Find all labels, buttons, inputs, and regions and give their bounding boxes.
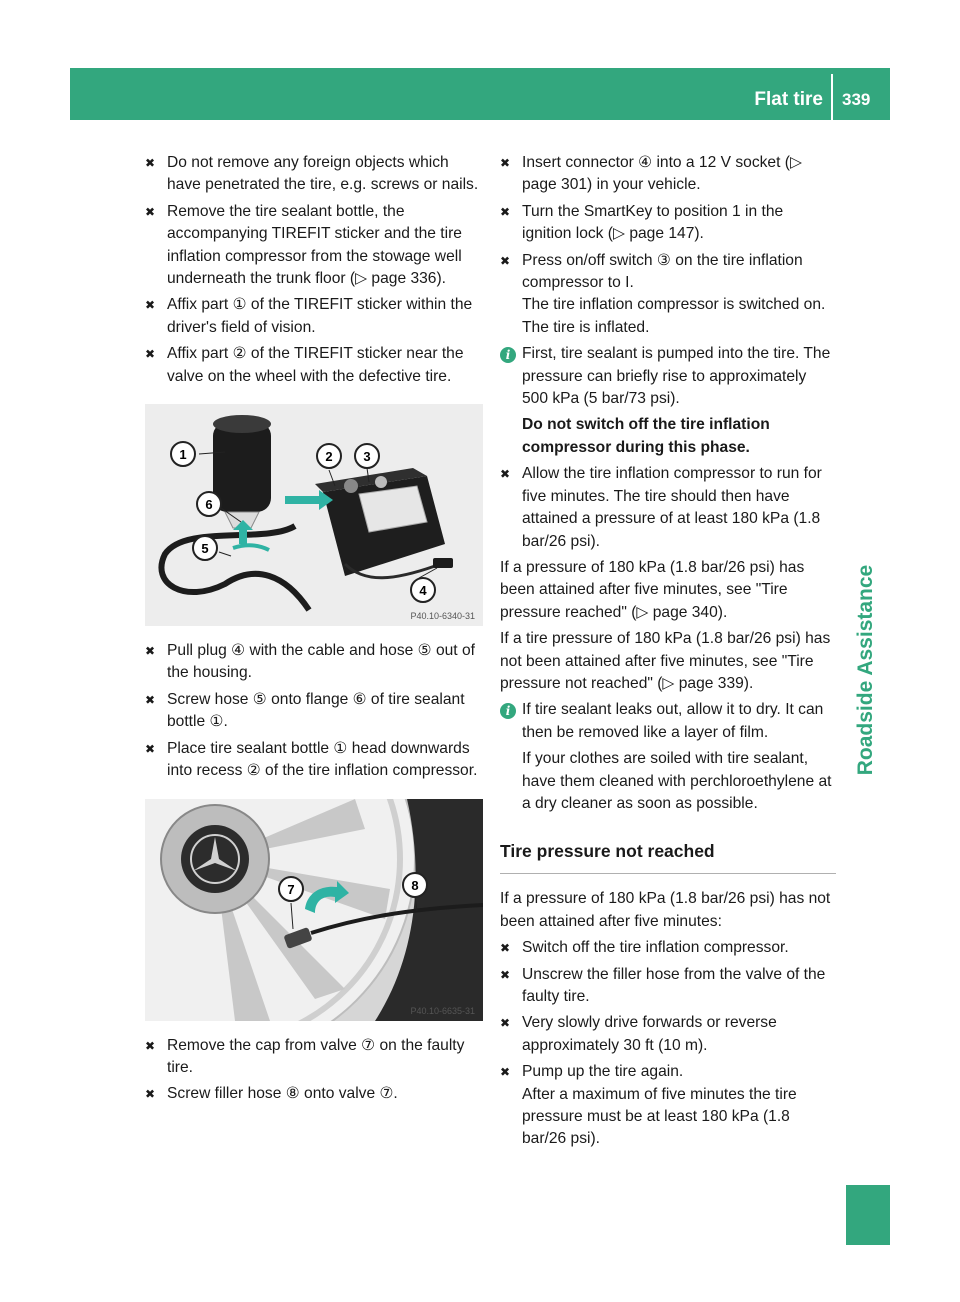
callout-2 [317,444,341,468]
note-text: If tire sealant leaks out, allow it to dry. It can then be removed like a layer of film. [522,701,824,741]
info-icon: i [500,703,516,719]
step-item: ✖ Screw hose ⑤ onto flange ⑥ of tire sealant bottle ①. [145,689,483,734]
step-text: ✖ Press on/off switch ③ on the tire inflation compressor to I. [522,251,803,292]
step-item: ✖ Place tire sealant bottle ① head downwards into recess ② of the tire inflation compressor. [145,738,483,783]
note-text: If your clothes are soiled with tire sealant, have them cleaned with perchloroethylene at a dry cleaner as soon as possible. [522,750,832,812]
step-item [500,250,836,340]
header-separator [831,74,833,120]
svg-text:7: 7 [287,881,295,897]
step-item: ✖ Affix part ① of the TIREFIT sticker within the driver's field of vision. [145,294,483,339]
callout-4 [411,578,435,602]
tirefit-kit-illustration [145,404,483,626]
callout-3 [355,444,379,468]
info-icon: i [500,347,516,363]
left-column [145,152,483,1110]
step-item: ✖ Remove the cap from valve ⑦ on the faulty tire. [145,1035,483,1080]
step-item: ✖ Turn the SmartKey to position 1 in the ignition lock (▷ page 147). [500,201,836,246]
info-note [500,699,836,815]
info-note [500,343,836,459]
right-column [500,152,836,1155]
svg-text:4: 4 [419,583,427,599]
callout-5 [193,536,217,560]
step-item: ✖ Screw filler hose ⑧ onto valve ⑦. [145,1083,483,1105]
step-item: ✖ Unscrew the filler hose from the valve of the faulty tire. [500,964,836,1009]
callout-7 [279,877,303,901]
svg-text:6: 6 [205,497,213,513]
figure-code: P40.10-6340-31 [410,611,475,622]
section-intro: If a pressure of 180 kPa (1.8 bar/26 psi) has not been attained after five minutes: [500,890,831,930]
paragraph: If a tire pressure of 180 kPa (1.8 bar/26 psi) has not been attained after five minutes, see "Tire pressure not reached" (▷ page 339). [500,630,831,692]
figure-tirefit-kit [145,404,483,626]
page-title: Flat tire [754,89,823,110]
paragraph: If a pressure of 180 kPa (1.8 bar/26 psi) has been attained after five minutes, see "Tire pressure reached" (▷ page 340). [500,558,805,621]
svg-text:1: 1 [179,447,187,463]
svg-text:8: 8 [411,877,419,893]
step-item: ✖ Insert connector ④ into a 12 V socket (▷ page 301) in your vehicle. [500,152,836,197]
sealant-bottle-shape [213,422,271,512]
step-item: ✖ Switch off the tire inflation compressor. [500,937,836,959]
callout-1 [171,442,195,466]
svg-text:3: 3 [363,449,371,465]
callout-6 [197,492,221,516]
step-text: ✖ Pump up the tire again. [522,1063,684,1081]
figure-wheel-valve [145,799,483,1021]
note-text: First, tire sealant is pumped into the tire. The pressure can briefly rise to approximately 500 kPa (5 bar/73 psi). [522,345,831,408]
step-item: ✖ Remove the tire sealant bottle, the accompanying TIREFIT sticker and the tire inflation compressor from the stowage well underneath the trunk floor (▷ page 336). [145,201,483,291]
step-item [500,1061,836,1151]
callout-8 [403,873,427,897]
side-tab-label: Roadside Assistance [854,564,877,776]
section-heading: Tire pressure not reached [500,839,836,874]
step-item: ✖ Very slowly drive forwards or reverse approximately 30 ft (10 m). [500,1012,836,1057]
step-item: ✖ Do not remove any foreign objects which have penetrated the tire, e.g. screws or nails. [145,152,483,197]
step-result: The tire inflation compressor is switched on. The tire is inflated. [522,296,826,336]
step-result: After a maximum of five minutes the tire pressure must be at least 180 kPa (1.8 bar/26 psi). [522,1085,797,1148]
note-warning: Do not switch off the tire inflation compressor during this phase. [522,416,770,456]
step-item: ✖ Allow the tire inflation compressor to run for five minutes. The tire should then have attained a pressure of at least 180 kPa (1.8 bar/26 psi). [500,463,836,553]
wheel-valve-illustration [145,799,483,1021]
step-item: ✖ Pull plug ④ with the cable and hose ⑤ out of the housing. [145,640,483,685]
svg-text:5: 5 [201,541,209,557]
side-tab[interactable] [846,455,886,885]
svg-text:2: 2 [325,449,333,465]
page-number: 339 [842,90,871,109]
side-marker [846,1185,890,1245]
figure-code: P40.10-6635-31 [410,1005,475,1016]
step-item: ✖ Affix part ② of the TIREFIT sticker near the valve on the wheel with the defective tire. [145,343,483,388]
